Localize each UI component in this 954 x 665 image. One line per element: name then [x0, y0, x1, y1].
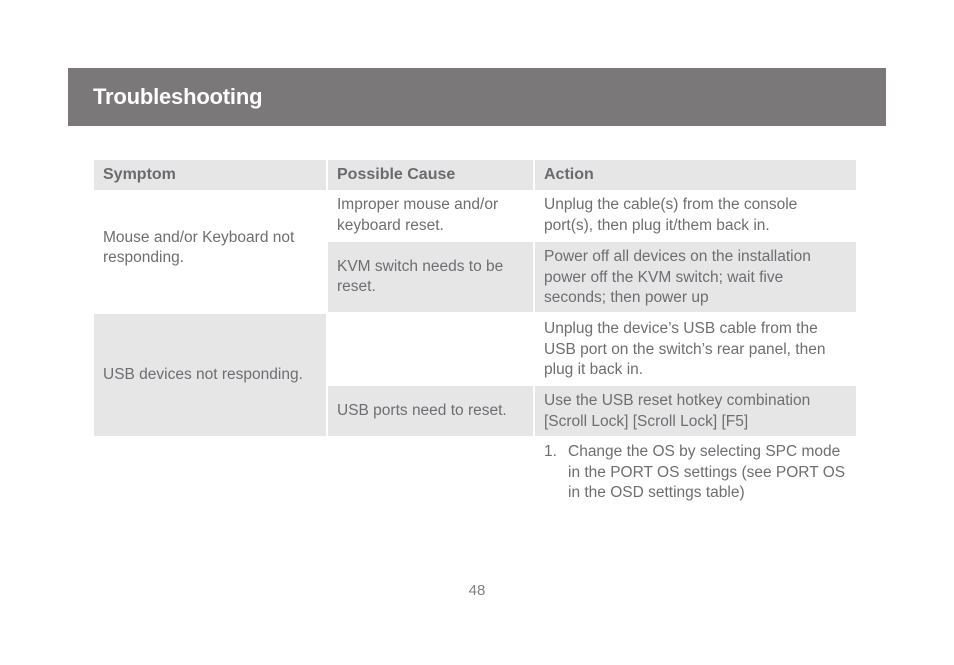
symptom-cell: USB devices not responding. [94, 314, 326, 436]
action-cell-numbered [535, 437, 856, 509]
column-header-action: Action [535, 160, 856, 190]
symptom-cell: Mouse and/or Keyboard not responding. [103, 228, 295, 266]
action-cell: Use the USB reset hotkey combination [Scroll Lock] [Scroll Lock] [F5] [535, 386, 856, 436]
action-cell: Unplug the device’s USB cable from the USB port on the switch’s rear panel, then plug it back in. [544, 320, 826, 378]
column-header-possible-cause: Possible Cause [328, 160, 533, 190]
cause-cell: Improper mouse and/or keyboard reset. [337, 196, 499, 234]
action-cell: Power off all devices on the installation power off the KVM switch; wait five seconds; then power up [535, 242, 856, 312]
cause-cell: KVM switch needs to be reset. [328, 242, 533, 312]
column-header-symptom: Symptom [94, 160, 326, 190]
section-header [68, 68, 886, 126]
cause-cell: USB ports need to reset. [328, 386, 533, 436]
action-cell: Unplug the cable(s) from the console port(s), then plug it/them back in. [544, 196, 798, 234]
page-number: 48 [468, 582, 486, 599]
cause-cell [328, 314, 533, 384]
page-title: Troubleshooting [93, 84, 263, 109]
list-number: 1. [544, 443, 557, 460]
list-item-text: Change the OS by selecting SPC mode in the PORT OS settings (see PORT OS in the OSD settings table) [568, 443, 846, 501]
